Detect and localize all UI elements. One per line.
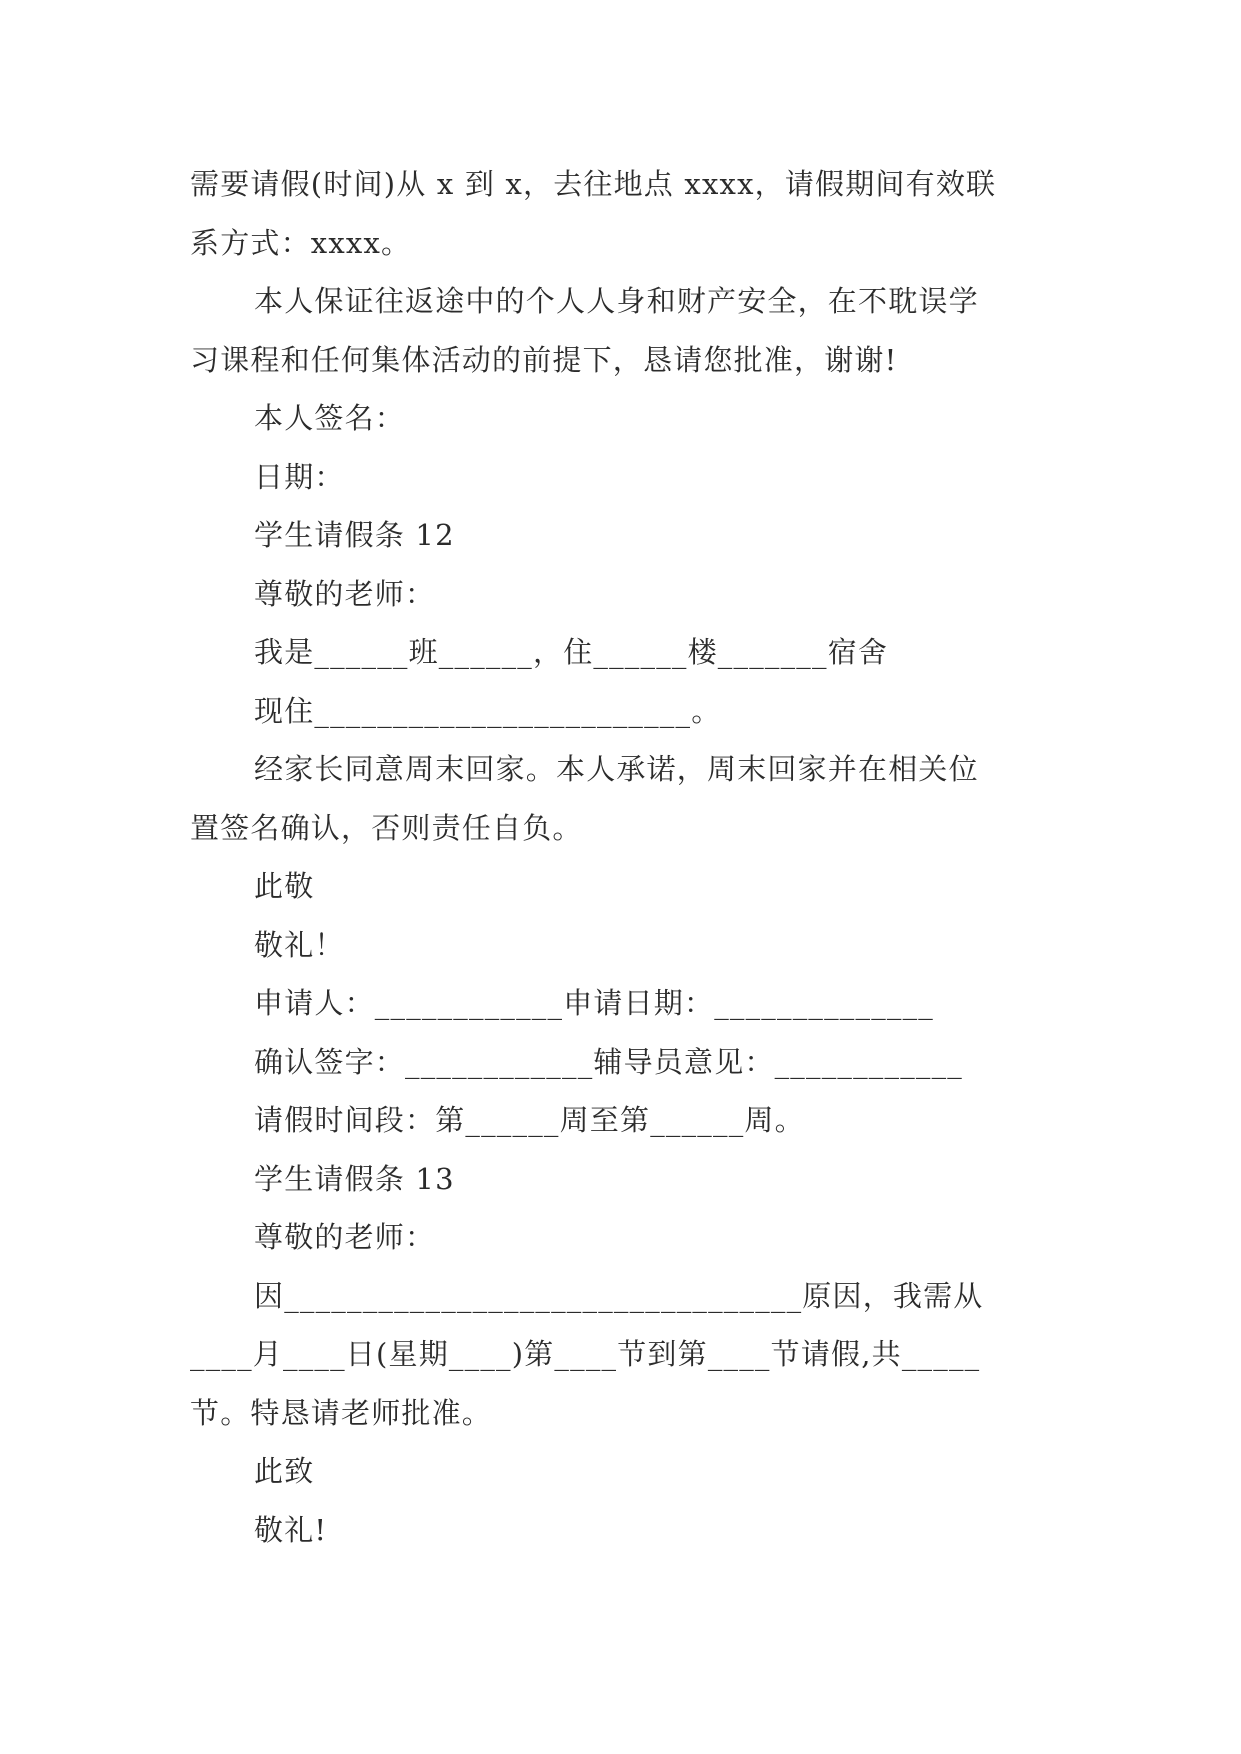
text-line: 本人保证往返途中的个人人身和财产安全，在不耽误学 [254,284,979,318]
date-label: 日期： [254,459,345,494]
text-line: 节。特恳请老师批准。 [190,1395,493,1430]
signature-label: 本人签名： [254,401,406,435]
text-line: 现住________________________。 [254,693,722,728]
confirm-line: 确认签字：____________辅导员意见：____________ [254,1044,964,1079]
text-line: 系方式：xxxx。 [190,225,412,260]
section-title: 学生请假条 13 [254,1161,455,1196]
closing: 敬礼! [254,1512,328,1547]
closing: 敬礼！ [254,927,345,962]
applicant-line: 申请人：____________申请日期：______________ [254,986,935,1020]
period-line: 请假时间段：第______周至第______周。 [254,1103,805,1137]
text-line: 因_________________________________原因，我需从 [254,1278,984,1313]
text-line: ____月____日(星期____)第____节到第____节请假,共_____ [190,1337,981,1371]
text-line: 经家长同意周末回家。本人承诺，周末回家并在相关位 [254,752,979,786]
salutation: 尊敬的老师： [254,576,436,611]
document-body [190,155,1050,1559]
text-line: 习课程和任何集体活动的前提下，恳请您批准，谢谢! [190,342,898,377]
text-line: 需要请假(时间)从 x 到 x，去往地点 xxxx，请假期间有效联 [190,167,997,201]
closing: 此敬 [254,869,315,903]
text-line: 我是______班______，住______楼_______宿舍 [254,635,889,669]
closing: 此致 [254,1454,315,1488]
section-title: 学生请假条 12 [254,518,455,552]
salutation: 尊敬的老师： [254,1220,436,1254]
text-line: 置签名确认，否则责任自负。 [190,810,583,845]
